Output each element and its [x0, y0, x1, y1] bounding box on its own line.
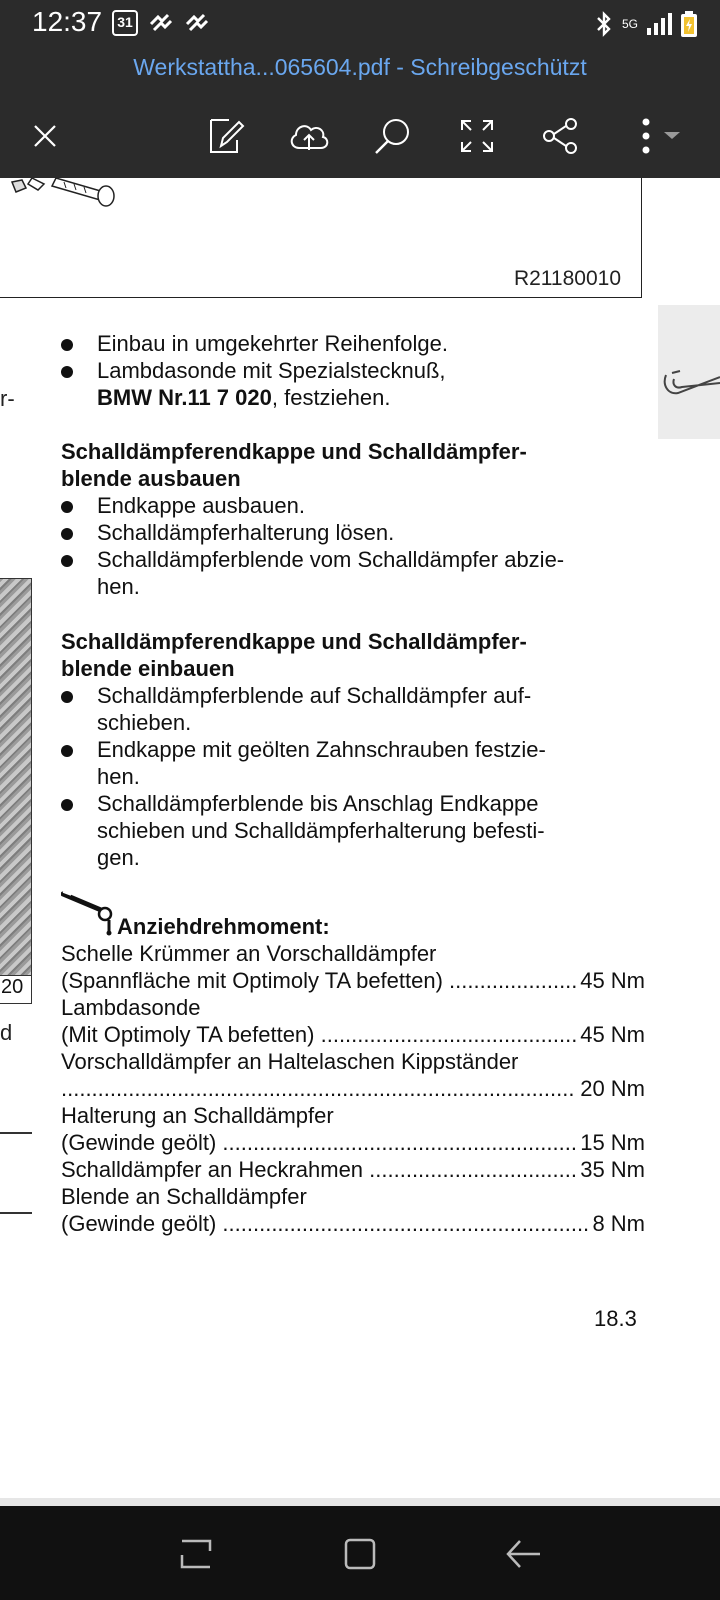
- list-item-continuation: [61, 817, 645, 844]
- list-item: [61, 330, 645, 357]
- bullet: [61, 501, 73, 513]
- status-right-icons: [594, 10, 698, 38]
- torque-label: Schelle Krümmer an Vorschalldämpfer: [61, 941, 437, 966]
- left-page-photo: [0, 578, 32, 976]
- fullscreen-button[interactable]: [452, 112, 502, 160]
- section-heading: Schalldämpferendkappe und Schalldämpfer-: [61, 439, 527, 464]
- bullet: [61, 691, 73, 703]
- system-navbar: [0, 1506, 720, 1600]
- torque-item: (Mit Optimoly TA befetten) .....: [61, 1021, 576, 1048]
- list-item-text: Endkappe ausbauen.: [97, 493, 305, 518]
- torque-wrench-icon: [61, 890, 117, 936]
- torque-item: [61, 1075, 576, 1102]
- upload-button[interactable]: [284, 112, 334, 160]
- torque-label: Halterung an Schalldämpfer: [61, 1103, 334, 1128]
- torque-row: [61, 967, 645, 994]
- part-number: BMW Nr.11 7 020: [97, 385, 272, 410]
- home-icon: [343, 1537, 377, 1571]
- list-item-text: schieben.: [97, 710, 192, 735]
- torque-heading: Anziehdrehmoment:: [117, 914, 330, 939]
- share-button[interactable]: [536, 112, 586, 160]
- list-item-continuation: [61, 763, 645, 790]
- torque-row: [61, 1075, 645, 1102]
- notification-icon: [148, 10, 174, 36]
- torque-row: [61, 1021, 645, 1048]
- list-item: [61, 682, 645, 709]
- torque-item: Schalldämpfer an Heckrahmen .....: [61, 1156, 576, 1183]
- recent-apps-button[interactable]: [174, 1532, 218, 1576]
- left-page-fragment: d: [0, 1020, 13, 1045]
- list-item-text: , festziehen.: [271, 385, 391, 410]
- close-button[interactable]: [20, 112, 70, 160]
- section-heading: Schalldämpferendkappe und Schalldämpfer-: [61, 629, 527, 654]
- list-item: [61, 790, 645, 817]
- torque-value: 15 Nm: [580, 1130, 645, 1155]
- bullet: [61, 555, 73, 567]
- bluetooth-icon: [594, 11, 614, 37]
- network-type: 5G: [621, 17, 638, 31]
- torque-label: Vorschalldämpfer an Haltelaschen Kippständer: [61, 1049, 519, 1074]
- figure-frame: [0, 178, 642, 298]
- bullet: [61, 528, 73, 540]
- document-title: Werkstattha...065604.pdf - Schreibgeschützt: [133, 54, 587, 80]
- bullet: [61, 366, 73, 378]
- bullet: [61, 799, 73, 811]
- torque-item: (Gewinde geölt) .....: [61, 1210, 588, 1237]
- fullscreen-icon: [459, 118, 495, 154]
- edit-icon: [207, 116, 247, 156]
- more-icon: [636, 116, 684, 156]
- close-icon: [32, 123, 58, 149]
- calendar-icon: 31: [112, 10, 138, 36]
- list-item-text: schieben und Schalldämpferhalterung befesti-: [97, 818, 545, 843]
- list-item-text: Lambdasonde mit Spezialstecknuß,: [97, 358, 446, 383]
- bullet: [61, 339, 73, 351]
- list-item-text: hen.: [97, 764, 140, 789]
- list-item-continuation: [61, 844, 645, 871]
- list-item-continuation: [61, 709, 645, 736]
- part-illustration: [658, 355, 720, 415]
- torque-value: 35 Nm: [580, 1157, 645, 1182]
- status-left-icons: [112, 10, 210, 36]
- search-icon: [373, 116, 413, 156]
- horizontal-scrollbar[interactable]: [0, 1498, 720, 1506]
- status-time: 12:37: [32, 6, 103, 37]
- list-item-text: Endkappe mit geölten Zahnschrauben festzie-: [97, 737, 546, 762]
- left-page-fragment: r-: [0, 386, 15, 411]
- search-button[interactable]: [368, 112, 418, 160]
- home-button[interactable]: [338, 1532, 382, 1576]
- status-bar: [0, 0, 720, 46]
- torque-item: (Gewinde geölt) .....: [61, 1129, 576, 1156]
- torque-row: [61, 1129, 645, 1156]
- torque-value: 8 Nm: [592, 1211, 645, 1236]
- list-item-text: Einbau in umgekehrter Reihenfolge.: [97, 331, 449, 356]
- torque-row: [61, 1156, 645, 1183]
- back-icon: [504, 1537, 544, 1571]
- list-item-continuation: [61, 384, 645, 411]
- edit-button[interactable]: [202, 112, 252, 160]
- share-icon: [541, 116, 581, 156]
- left-page-rule: [0, 1212, 32, 1214]
- list-item-continuation: [61, 573, 645, 600]
- pdf-page[interactable]: [0, 178, 720, 1498]
- bolt-illustration: [4, 178, 134, 218]
- cloud-upload-icon: [287, 118, 331, 154]
- more-button[interactable]: [630, 112, 690, 160]
- list-item: [61, 357, 645, 384]
- torque-label: Blende an Schalldämpfer: [61, 1184, 307, 1209]
- torque-value: 45 Nm: [580, 1022, 645, 1047]
- torque-row: [61, 1210, 645, 1237]
- figure-code: R21180010: [513, 267, 621, 290]
- list-item-text: Schalldämpferblende vom Schalldämpfer abzie-: [97, 547, 565, 572]
- next-page-preview: [658, 305, 720, 439]
- list-item: [61, 546, 645, 573]
- signal-icon: [646, 12, 672, 36]
- bullet: [61, 745, 73, 757]
- torque-item: (Spannfläche mit Optimoly TA befetten) .....: [61, 967, 576, 994]
- list-item-text: Schalldämpferhalterung lösen.: [97, 520, 395, 545]
- torque-label: Lambdasonde: [61, 995, 201, 1020]
- list-item-text: Schalldämpferblende auf Schalldämpfer auf-: [97, 683, 532, 708]
- page-number: 18.3: [594, 1306, 637, 1331]
- list-item-text: gen.: [97, 845, 140, 870]
- torque-value: 45 Nm: [580, 968, 645, 993]
- app-bar: [0, 0, 720, 178]
- section-heading: blende einbauen: [61, 656, 235, 681]
- list-item-text: hen.: [97, 574, 140, 599]
- battery-icon: [680, 10, 698, 38]
- back-button[interactable]: [502, 1532, 546, 1576]
- torque-value: 20 Nm: [580, 1076, 645, 1101]
- list-item-text: Schalldämpferblende bis Anschlag Endkappe: [97, 791, 539, 816]
- section-heading: blende ausbauen: [61, 466, 241, 491]
- list-item: [61, 519, 645, 546]
- list-item: [61, 736, 645, 763]
- left-page-rule: [0, 1132, 32, 1134]
- list-item: [61, 492, 645, 519]
- notification-icon: [184, 10, 210, 36]
- toolbar: [0, 100, 720, 170]
- recent-apps-icon: [178, 1537, 214, 1571]
- left-figure-code: 20: [0, 976, 32, 1004]
